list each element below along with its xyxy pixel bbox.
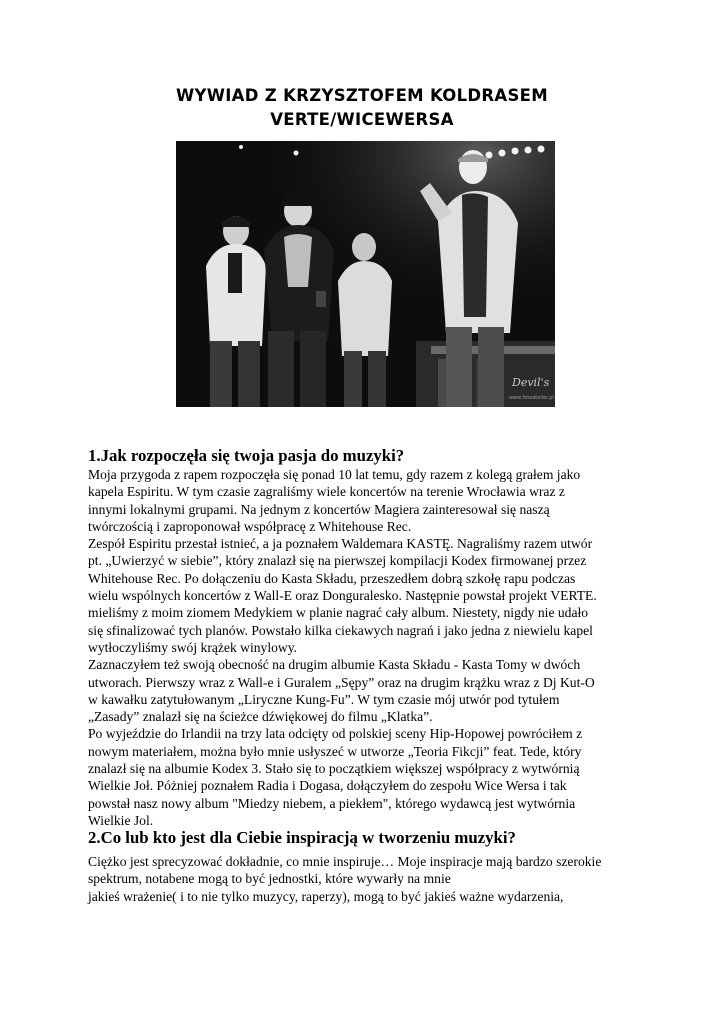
concert-photo-drawing	[176, 141, 555, 407]
text-line: Zespół Espiritu przestał istnieć, a ja poznałem Waldemara KASTĘ. Nagraliśmy razem utwór	[88, 536, 593, 552]
text-line: Zaznaczyłem też swoją obecność na drugim albumie Kasta Składu - Kasta Tomy w dwóch	[88, 657, 581, 673]
text-line: utworach. Pierwszy wraz z Wall-e i Guralem „Sępy” oraz na drugim krążku wraz z Dj Kut-O	[88, 674, 595, 690]
text-line: Po wyjeździe do Irlandii na trzy lata odcięty od polskiej sceny Hip-Hopowej powróciłem z	[88, 726, 583, 742]
text-line: twórczością i zaproponował współpracę z Whitehouse Rec.	[88, 518, 412, 534]
text-line: się sfinalizować tych planów. Powstało kilka ciekawych nagrań i jako jedna z niewielu kapel	[88, 622, 593, 638]
photo-watermark: Devil's	[512, 376, 550, 389]
section-2-heading: 2.Co lub kto jest dla Ciebie inspiracją w tworzeniu muzyki?	[88, 828, 516, 847]
section-1-body	[88, 466, 648, 829]
photo-watermark-url: www.fotoatelier.pl	[509, 395, 554, 401]
text-line: innymi lokalnymi grupami. Na jednym z koncertów Magiera zainteresował się naszą	[88, 501, 550, 517]
text-line: Wielkie Jol.	[88, 812, 154, 828]
text-line: pt. „Uwierzyć w siebie”, który znalazł się na pierwszej kompilacji Kodex firmowanej przez	[88, 553, 587, 569]
text-line: Ciężko jest sprecyzować dokładnie, co mnie inspiruje… Moje inspiracje mają bardzo szerokie	[88, 854, 602, 869]
text-line: znalazł się na albumie Kodex 3. Stało się to początkiem większej współpracy z wytwórnią	[88, 761, 580, 777]
text-line: jakieś wrażenie( i to nie tylko muzycy, raperzy), mogą to być jakieś ważne wydarzenia,	[88, 888, 564, 904]
text-line: Moja przygoda z rapem rozpoczęła się ponad 10 lat temu, gdy razem z kolegą grałem jako	[88, 467, 581, 482]
text-line: kapela Espiritu. W tym czasie zagraliśmy wiele koncertów na terenie Wrocławia wraz z	[88, 484, 565, 500]
title-line-1: WYWIAD Z KRZYSZTOFEM KOLDRASEM	[176, 86, 548, 105]
text-line: Wielkie Joł. Póżniej poznałem Radia i Dogasa, dołączyłem do zespołu Wice Wersa i tak	[88, 778, 567, 794]
text-line: „Zasady” znalazł się na ścieżce dźwiękowej do filmu „Klatka”.	[88, 709, 433, 725]
text-line: nowym materiałem, można było mnie usłyszeć w utworze „Teoria Fikcji” feat. Tede, który	[88, 743, 582, 759]
text-line: wielu wspólnych koncertów z Wall-E oraz Donguralesko. Następnie powstał projekt VERTE.	[88, 588, 597, 604]
section-2-body	[88, 853, 648, 905]
title-line-2: VERTE/WICEWERSA	[270, 110, 454, 129]
text-line: wytłoczyliśmy swój krążek winylowy.	[88, 639, 298, 655]
section-1-heading: 1.Jak rozpoczęła się twoja pasja do muzyki?	[88, 446, 405, 465]
text-line: powstał nasz nowy album "Miedzy niebem, a piekłem", którego wydawcą jest wytwórnia	[88, 795, 576, 811]
text-line: w kawałku zatytułowanym „Liryczne Kung-Fu”. W tym czasie mój utwór pod tytułem	[88, 691, 560, 707]
text-line: Whitehouse Rec. Po dołączeniu do Kasta Składu, przeszedłem dobrą szkołę rapu podczas	[88, 570, 576, 586]
concert-photo	[176, 141, 555, 407]
text-line: mieliśmy z moim ziomem Medykiem w planie nagrać cały album. Niestety, nigdy nie udało	[88, 605, 589, 621]
text-line: spektrum, notabene mogą to być jednostki, które wywarły na mnie	[88, 871, 451, 887]
